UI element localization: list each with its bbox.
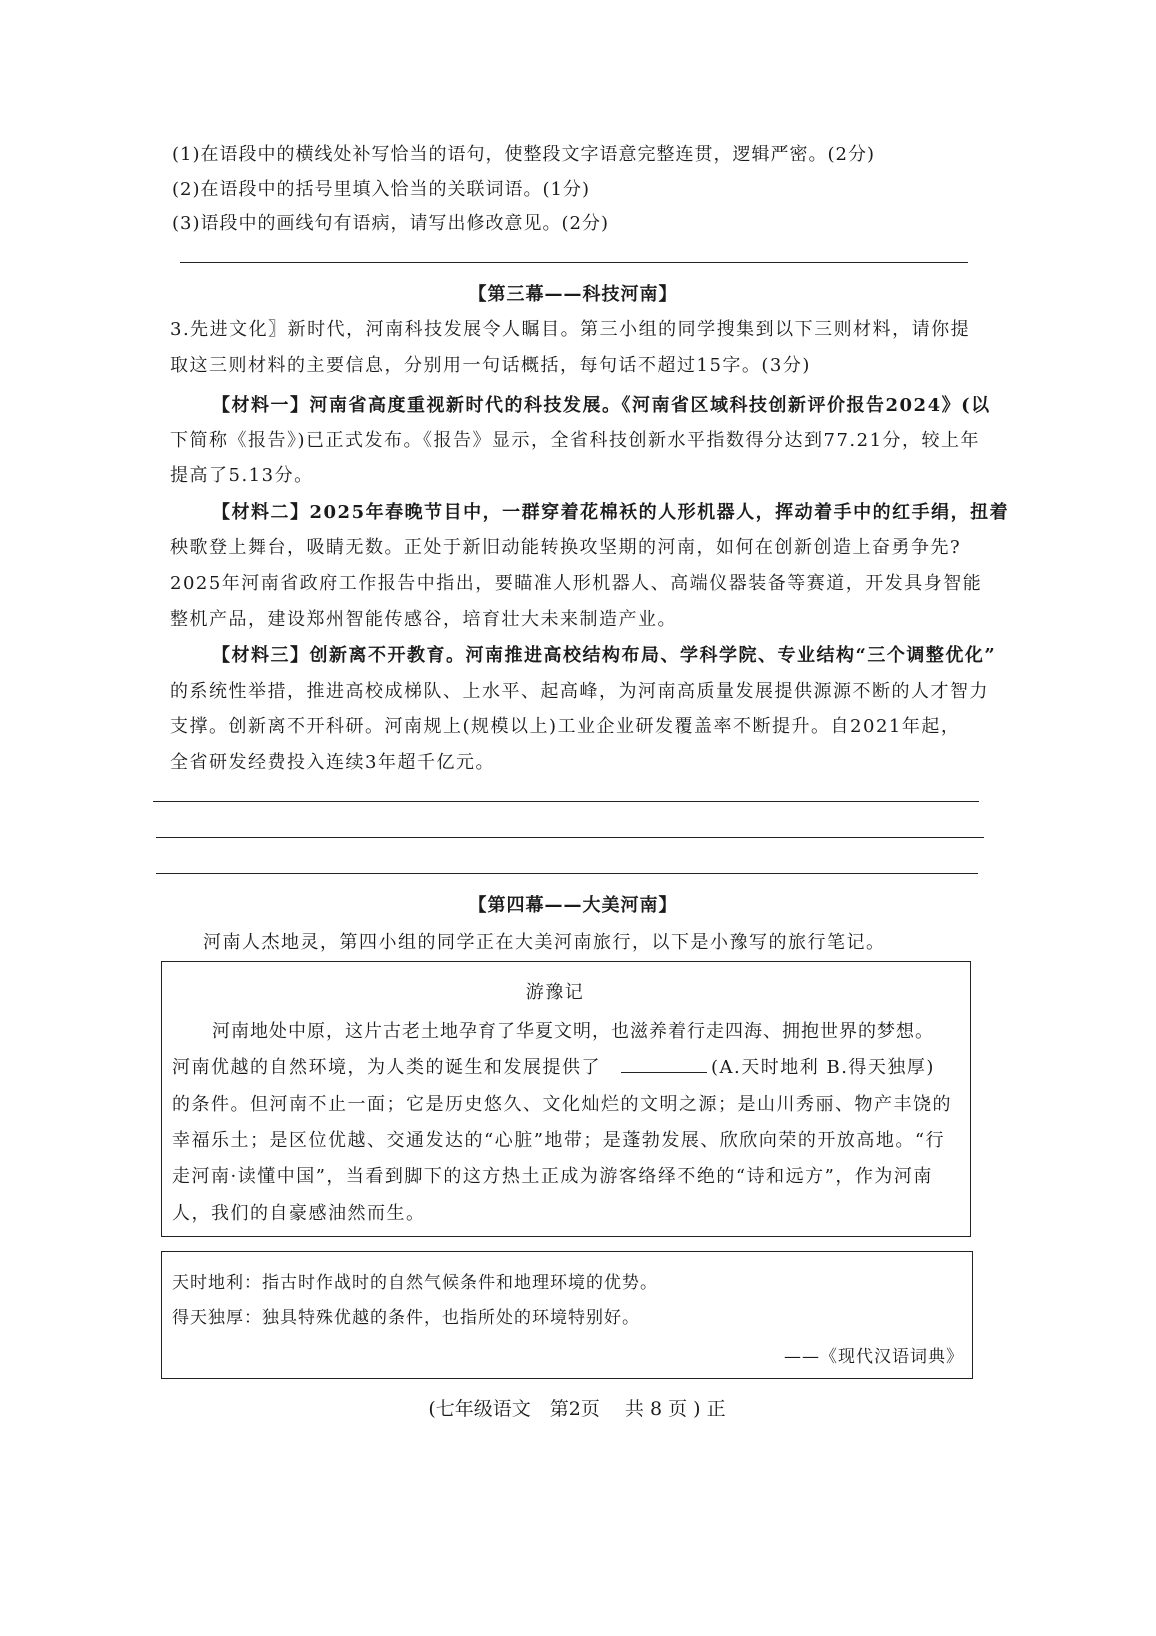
question-3-line2: 取这三则材料的主要信息，分别用一句话概括，每句话不超过15字。(3分): [170, 355, 811, 376]
travel-note-line: [172, 1053, 935, 1079]
dictionary-source: ——《现代汉语词典》: [784, 1347, 964, 1367]
page-footer: (七年级语文 第2页 共 8 页 ) 正: [428, 1398, 726, 1420]
question-2-1: (1)在语段中的横线处补写恰当的语句，使整段文字语意完整连贯，逻辑严密。(2分): [172, 144, 875, 165]
travel-note-title: 游豫记: [525, 982, 585, 1003]
travel-note-line: 幸福乐土；是区位优越、交通发达的“心脏”地带；是蓬勃发展、欣欣向荣的开放高地。“行: [172, 1130, 946, 1151]
answer-line: [180, 262, 968, 263]
act4-title: 【第四幕——大美河南】: [468, 895, 678, 916]
material-1-line: 提高了5.13分。: [170, 465, 314, 486]
material-1-line: 下简称《报告》)已正式发布。《报告》显示，全省科技创新水平指数得分达到77.21分，较上年: [170, 430, 981, 451]
answer-line: [153, 801, 979, 802]
act4-intro: 河南人杰地灵，第四小组的同学正在大美河南旅行，以下是小豫写的旅行笔记。: [203, 932, 886, 953]
question-2-2: (2)在语段中的括号里填入恰当的关联词语。(1分): [172, 179, 590, 200]
fill-blank[interactable]: [621, 1054, 707, 1073]
dictionary-box: [161, 1251, 973, 1379]
answer-line: [156, 873, 978, 874]
material-2-lead: 【材料二】2025年春晚节目中，一群穿着花棉袄的人形机器人，挥动着手中的红手绢，扭着: [212, 502, 1010, 523]
material-2-line: 整机产品，建设郑州智能传感谷，培育壮大未来制造产业。: [170, 609, 677, 630]
travel-note-line: 人，我们的自豪感油然而生。: [172, 1203, 426, 1224]
answer-line: [156, 837, 984, 838]
dictionary-def-1: 天时地利：指古时作战时的自然气候条件和地理环境的优势。: [172, 1273, 658, 1293]
travel-note-line: 走河南·读懂中国”，当看到脚下的这方热土正成为游客络绎不绝的“诗和远方”，作为河南: [172, 1166, 933, 1187]
material-3-line: 的系统性举措，推进高校成梯队、上水平、起高峰，为河南高质量发展提供源源不断的人才智力: [170, 681, 989, 702]
material-2-line: 秧歌登上舞台，吸睛无数。正处于新旧动能转换攻坚期的河南，如何在创新创造上奋勇争先?: [170, 537, 962, 558]
travel-note-line: 河南地处中原，这片古老土地孕育了华夏文明，也滋养着行走四海、拥抱世界的梦想。: [212, 1021, 934, 1042]
material-3-line: 全省研发经费投入连续3年超千亿元。: [170, 752, 495, 773]
travel-note-text: 河南优越的自然环境，为人类的诞生和发展提供了: [172, 1057, 601, 1078]
material-3-lead: 【材料三】创新离不开教育。河南推进高校结构布局、学科学院、专业结构“三个调整优化”: [212, 645, 997, 666]
material-3-line: 支撑。创新离不开科研。河南规上(规模以上)工业企业研发覆盖率不断提升。自2021年起，: [170, 716, 961, 737]
travel-note-box: [161, 961, 971, 1237]
dictionary-def-2: 得天独厚：独具特殊优越的条件，也指所处的环境特别好。: [172, 1308, 640, 1328]
material-1-lead: 【材料一】河南省高度重视新时代的科技发展。《河南省区域科技创新评价报告2024》(以: [212, 395, 991, 416]
material-2-line: 2025年河南省政府工作报告中指出，要瞄准人形机器人、高端仪器装备等赛道，开发具身智能: [170, 573, 983, 594]
question-3-line1: 3.先进文化〗新时代，河南科技发展令人瞩目。第三小组的同学搜集到以下三则材料，请你提: [170, 319, 971, 340]
choice-options: (A.天时地利 B.得天独厚): [711, 1057, 935, 1078]
travel-note-line: 的条件。但河南不止一面；它是历史悠久、文化灿烂的文明之源；是山川秀丽、物产丰饶的: [172, 1094, 952, 1115]
act3-title: 【第三幕——科技河南】: [468, 284, 678, 305]
question-2-3: (3)语段中的画线句有语病，请写出修改意见。(2分): [172, 213, 609, 234]
